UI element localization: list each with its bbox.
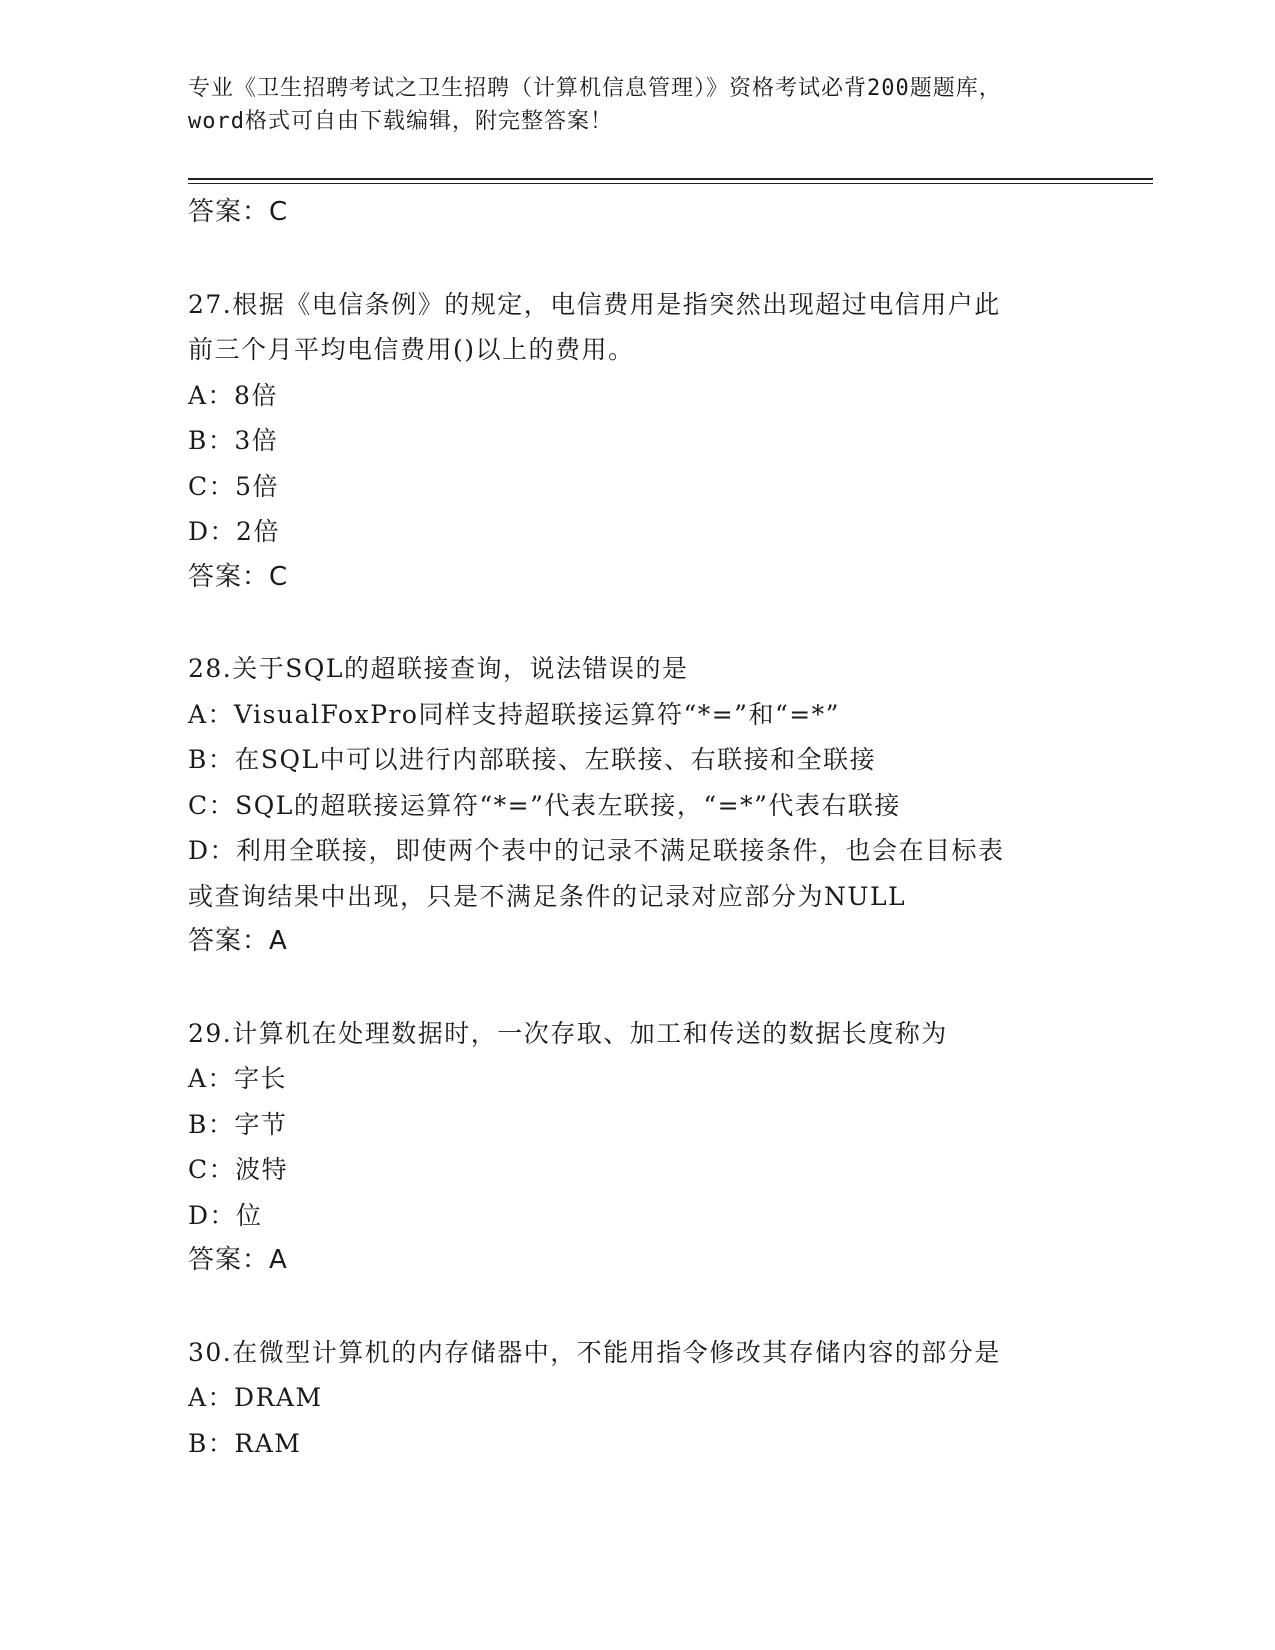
option-b: B：在SQL中可以进行内部联接、左联接、右联接和全联接 [188, 745, 877, 774]
header-divider-thick [188, 178, 1153, 180]
question-block [188, 1011, 1088, 1284]
option-c: C：5倍 [188, 471, 280, 501]
option-a: A：VisualFoxPro同样支持超联接运算符“*=”和“=*” [188, 699, 840, 729]
question-list [188, 190, 1088, 1466]
question-stem: 30.在微型计算机的内存储器中，不能用指令修改其存储内容的部分是 [188, 1337, 1001, 1367]
option-d: D：位 [188, 1200, 263, 1230]
question-block [188, 282, 1088, 601]
option-d: D：利用全联接，即使两个表中的记录不满足联接条件，也会在目标表 [188, 836, 1005, 865]
answer-line: 答案：A [188, 926, 288, 956]
question-stem: 29.计算机在处理数据时，一次存取、加工和传送的数据长度称为 [188, 1018, 948, 1048]
option-a: A：DRAM [188, 1383, 323, 1412]
option-d-continued: 或查询结果中出现，只是不满足条件的记录对应部分为NULL [188, 881, 907, 911]
question-stem: 前三个月平均电信费用()以上的费用。 [188, 335, 635, 364]
question-stem: 28.关于SQL的超联接查询，说法错误的是 [188, 654, 689, 683]
header-line-1: 专业《卫生招聘考试之卫生招聘（计算机信息管理）》资格考试必背200题题库， [188, 76, 1002, 101]
spacer [188, 1284, 1088, 1330]
spacer [188, 600, 1088, 646]
answer-line: 答案：C [188, 197, 289, 227]
option-b: B：RAM [188, 1428, 302, 1458]
option-a: A：字长 [188, 1064, 288, 1093]
option-b: B：字节 [188, 1109, 288, 1139]
answer-line: 答案：A [188, 1245, 288, 1275]
answer-line: 答案：C [188, 561, 289, 592]
spacer [188, 965, 1088, 1011]
option-c: C：波特 [188, 1155, 289, 1184]
header-line-2: word格式可自由下载编辑，附完整答案！ [188, 109, 613, 134]
question-stem: 27.根据《电信条例》的规定，电信费用是指突然出现超过电信用户此 [188, 289, 1001, 319]
document-header [188, 72, 1088, 138]
option-a: A：8倍 [188, 380, 278, 410]
question-block [188, 1330, 1088, 1467]
option-b: B：3倍 [188, 426, 279, 455]
option-c: C：SQL的超联接运算符“*=”代表左联接，“=*”代表右联接 [188, 790, 901, 820]
question-block [188, 646, 1088, 965]
spacer [188, 236, 1088, 282]
header-divider-thin [188, 183, 1153, 184]
option-d: D：2倍 [188, 517, 280, 546]
